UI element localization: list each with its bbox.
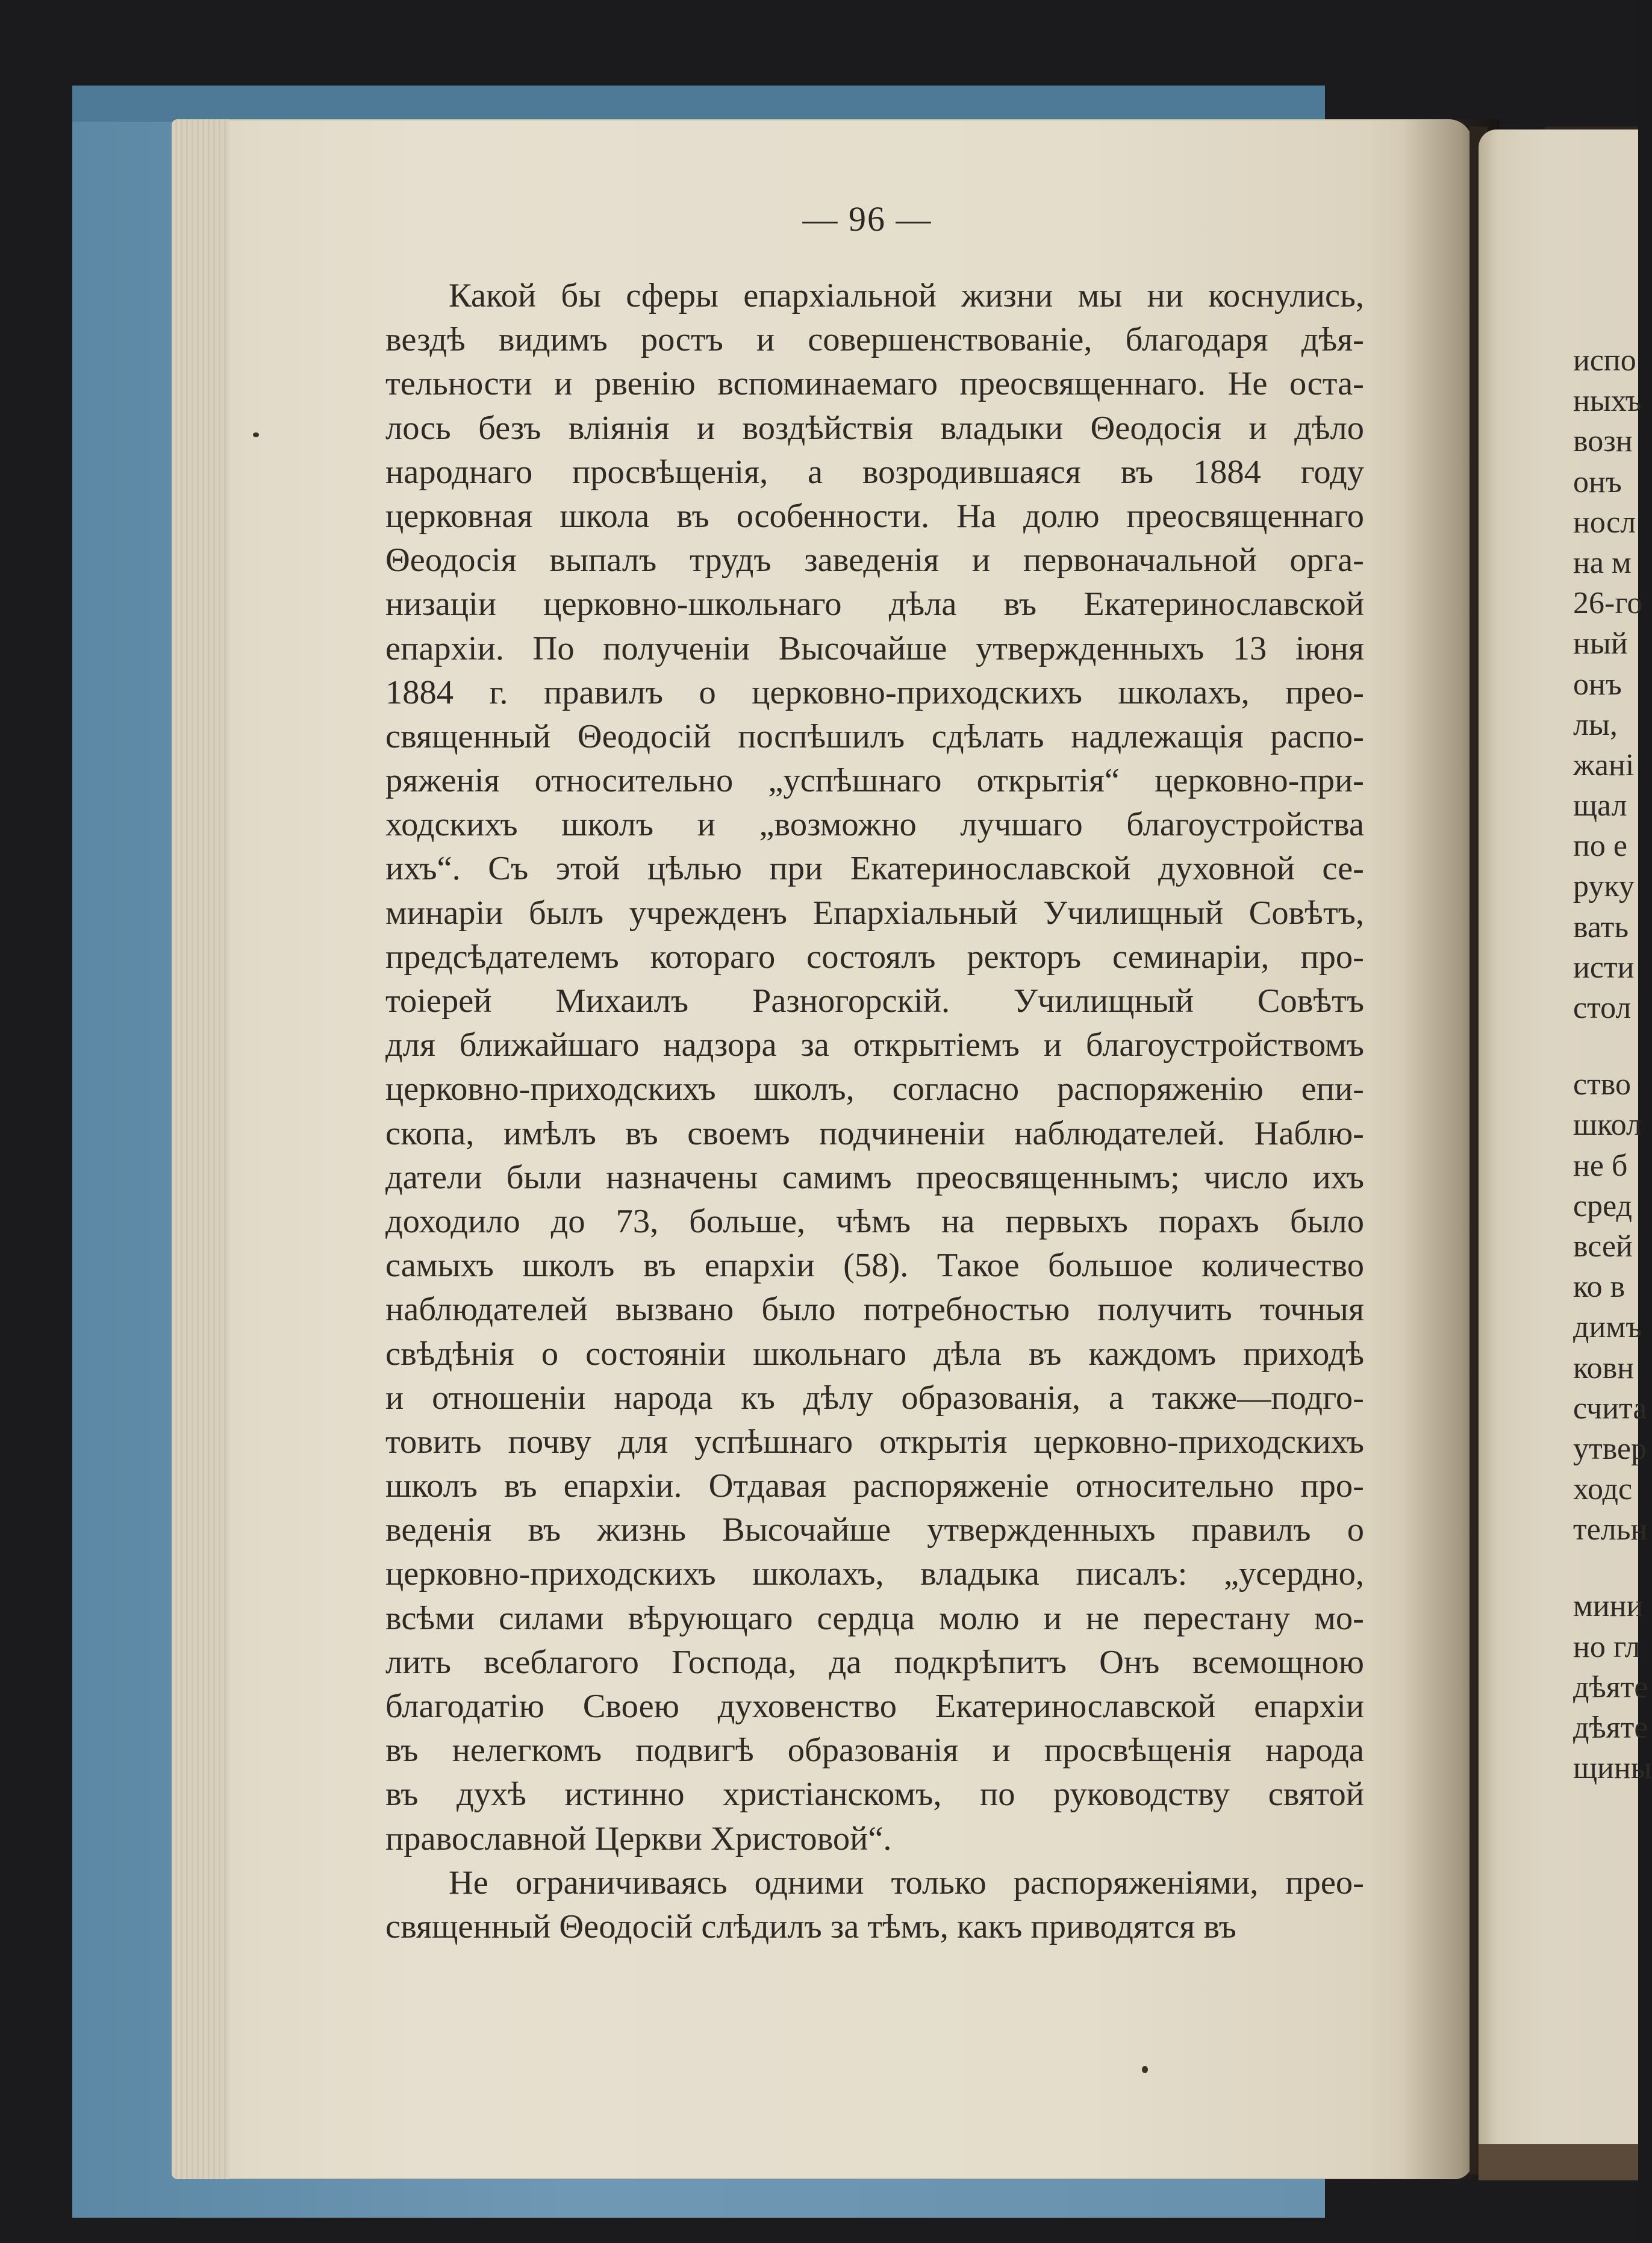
text-fragment: дѣяте xyxy=(1573,1670,1648,1705)
text-line: Какой бы сферы епархіальной жизни мы ни коснулись, xyxy=(449,277,1364,314)
text-line: церковно-приходскихъ школъ, согласно распоряженію епи- xyxy=(385,1070,1364,1108)
paragraph-gap xyxy=(1573,1028,1645,1064)
right-cover-bottom xyxy=(1479,2144,1638,2180)
text-fragment: исти xyxy=(1573,950,1635,985)
text-fragment: ковн xyxy=(1573,1350,1635,1385)
text-line: 1884 г. правилъ о церковно-приходскихъ школахъ, прео- xyxy=(385,673,1364,711)
text-fragment: ство xyxy=(1573,1067,1632,1102)
text-line: всѣми силами вѣрующаго сердца молю и не перестану мо- xyxy=(385,1599,1364,1637)
text-line: ряженія относительно „успѣшнаго открытія“ церковно-при- xyxy=(385,762,1364,800)
text-line: веденія въ жизнь Высочайше утвержденныхъ правилъ о xyxy=(385,1511,1364,1549)
text-line: тельности и рвенію вспоминаемаго преосвященнаго. Не оста- xyxy=(385,365,1364,403)
text-fragment: лы, xyxy=(1573,707,1618,742)
left-page-text xyxy=(385,274,1364,1949)
text-fragment: жані xyxy=(1573,747,1635,782)
text-line: наблюдателей вызвано было потребностью получить точныя xyxy=(385,1291,1364,1329)
text-fragment: ко в xyxy=(1573,1270,1626,1305)
text-fragment: онъ xyxy=(1573,464,1622,499)
text-fragment: утвер xyxy=(1573,1431,1647,1466)
text-fragment: вать xyxy=(1573,909,1629,944)
print-speck xyxy=(1142,2066,1148,2073)
text-line: ходскихъ школъ и „возможно лучшаго благоустройства xyxy=(385,806,1364,844)
text-fragment: счита xyxy=(1573,1391,1647,1426)
text-fragment: руку xyxy=(1573,869,1635,904)
text-line: товить почву для успѣшнаго открытія церковно-приходскихъ xyxy=(385,1423,1364,1461)
text-line: свѣдѣнія о состояніи школьнаго дѣла въ каждомъ приходѣ xyxy=(385,1335,1364,1373)
text-fragment: школ xyxy=(1573,1108,1642,1143)
text-fragment: щины xyxy=(1573,1751,1652,1786)
text-line: для ближайшаго надзора за открытіемъ и благоустройствомъ xyxy=(385,1026,1364,1064)
print-speck xyxy=(253,432,259,437)
text-line: самыхъ школъ въ епархіи (58). Такое большое количество xyxy=(385,1247,1364,1285)
text-fragment: на м xyxy=(1573,545,1632,580)
text-line: благодатію Своею духовенство Екатеринославской епархіи xyxy=(385,1688,1364,1725)
page-edge-stack xyxy=(172,119,229,2179)
text-line: православной Церкви Христовой“. xyxy=(385,1820,892,1858)
text-line: священный Θеодосій слѣдилъ за тѣмъ, какъ приводятся въ xyxy=(385,1908,1236,1945)
text-fragment: ный xyxy=(1573,626,1628,661)
text-line: Θеодосія выпалъ трудъ заведенія и первоначальной орга- xyxy=(385,541,1364,579)
text-fragment: стол xyxy=(1573,991,1632,1025)
text-fragment: всей xyxy=(1573,1229,1633,1264)
text-fragment: мини xyxy=(1573,1589,1644,1624)
text-line: въ духѣ истинно христіанскомъ, по руководству святой xyxy=(385,1776,1364,1814)
text-fragment: но гл xyxy=(1573,1629,1641,1664)
text-fragment: щал xyxy=(1573,788,1627,823)
paragraph-gap xyxy=(1573,1550,1645,1586)
text-line: датели были назначены самимъ преосвященнымъ; число ихъ xyxy=(385,1158,1364,1196)
text-line: въ нелегкомъ подвигѣ образованія и просвѣщенія народа xyxy=(385,1732,1364,1770)
text-fragment: тельн xyxy=(1573,1512,1648,1547)
text-fragment: не б xyxy=(1573,1148,1628,1183)
text-line: церковно-приходскихъ школахъ, владыка писалъ: „усердно, xyxy=(385,1555,1364,1593)
book-cover-edge xyxy=(72,86,1325,122)
text-line: доходило до 73, больше, чѣмъ на первыхъ порахъ было xyxy=(385,1202,1364,1240)
text-line: епархіи. По полученіи Высочайше утвержденныхъ 13 іюня xyxy=(385,629,1364,667)
text-line: минаріи былъ учрежденъ Епархіальный Училищный Совѣтъ, xyxy=(385,894,1364,932)
text-line: предсѣдателемъ котораго состоялъ ректоръ семинаріи, про- xyxy=(385,938,1364,976)
text-fragment: онъ xyxy=(1573,667,1622,702)
text-fragment: по е xyxy=(1573,829,1627,864)
text-line: ихъ“. Съ этой цѣлью при Екатеринославской духовной се- xyxy=(385,850,1364,888)
text-line: скопа, имѣлъ въ своемъ подчиненіи наблюдателей. Наблю- xyxy=(385,1114,1364,1152)
text-fragment: дѣяте xyxy=(1573,1711,1648,1745)
text-fragment: носл xyxy=(1573,505,1636,540)
text-line: церковная школа въ особенности. На долю преосвященнаго xyxy=(385,497,1364,535)
text-line: священный Θеодосій поспѣшилъ сдѣлать надлежащія распо- xyxy=(385,717,1364,755)
text-line: тоіерей Михаилъ Разногорскій. Училищный Совѣтъ xyxy=(385,982,1364,1020)
text-fragment: ходс xyxy=(1573,1472,1633,1507)
text-line: и отношеніи народа къ дѣлу образованія, а также—подго- xyxy=(385,1379,1364,1417)
text-line: низаціи церковно-школьнаго дѣла въ Екатеринославской xyxy=(385,585,1364,623)
right-page-text-fragments xyxy=(1573,340,1652,1788)
text-fragment: ныхъ xyxy=(1573,384,1642,419)
text-line: народнаго просвѣщенія, а возродившаяся въ 1884 году xyxy=(385,453,1364,491)
text-fragment: сред xyxy=(1573,1188,1632,1223)
text-fragment: испо xyxy=(1573,343,1636,378)
page-number: — 96 — xyxy=(802,199,932,239)
text-fragment: возн xyxy=(1573,424,1633,459)
text-line: школъ въ епархіи. Отдавая распоряженіе относительно про- xyxy=(385,1467,1364,1505)
text-line: Не ограничиваясь одними только распоряженіями, прео- xyxy=(449,1864,1364,1901)
text-line: лить всеблагого Господа, да подкрѣпитъ Онъ всемощною xyxy=(385,1643,1364,1681)
text-fragment: 26-го xyxy=(1573,586,1643,621)
text-fragment: димъ xyxy=(1573,1310,1642,1345)
text-line: вездѣ видимъ ростъ и совершенствованіе, благодаря дѣя- xyxy=(385,321,1364,359)
text-line: лось безъ вліянія и воздѣйствія владыки Θеодосія и дѣло xyxy=(385,409,1364,447)
